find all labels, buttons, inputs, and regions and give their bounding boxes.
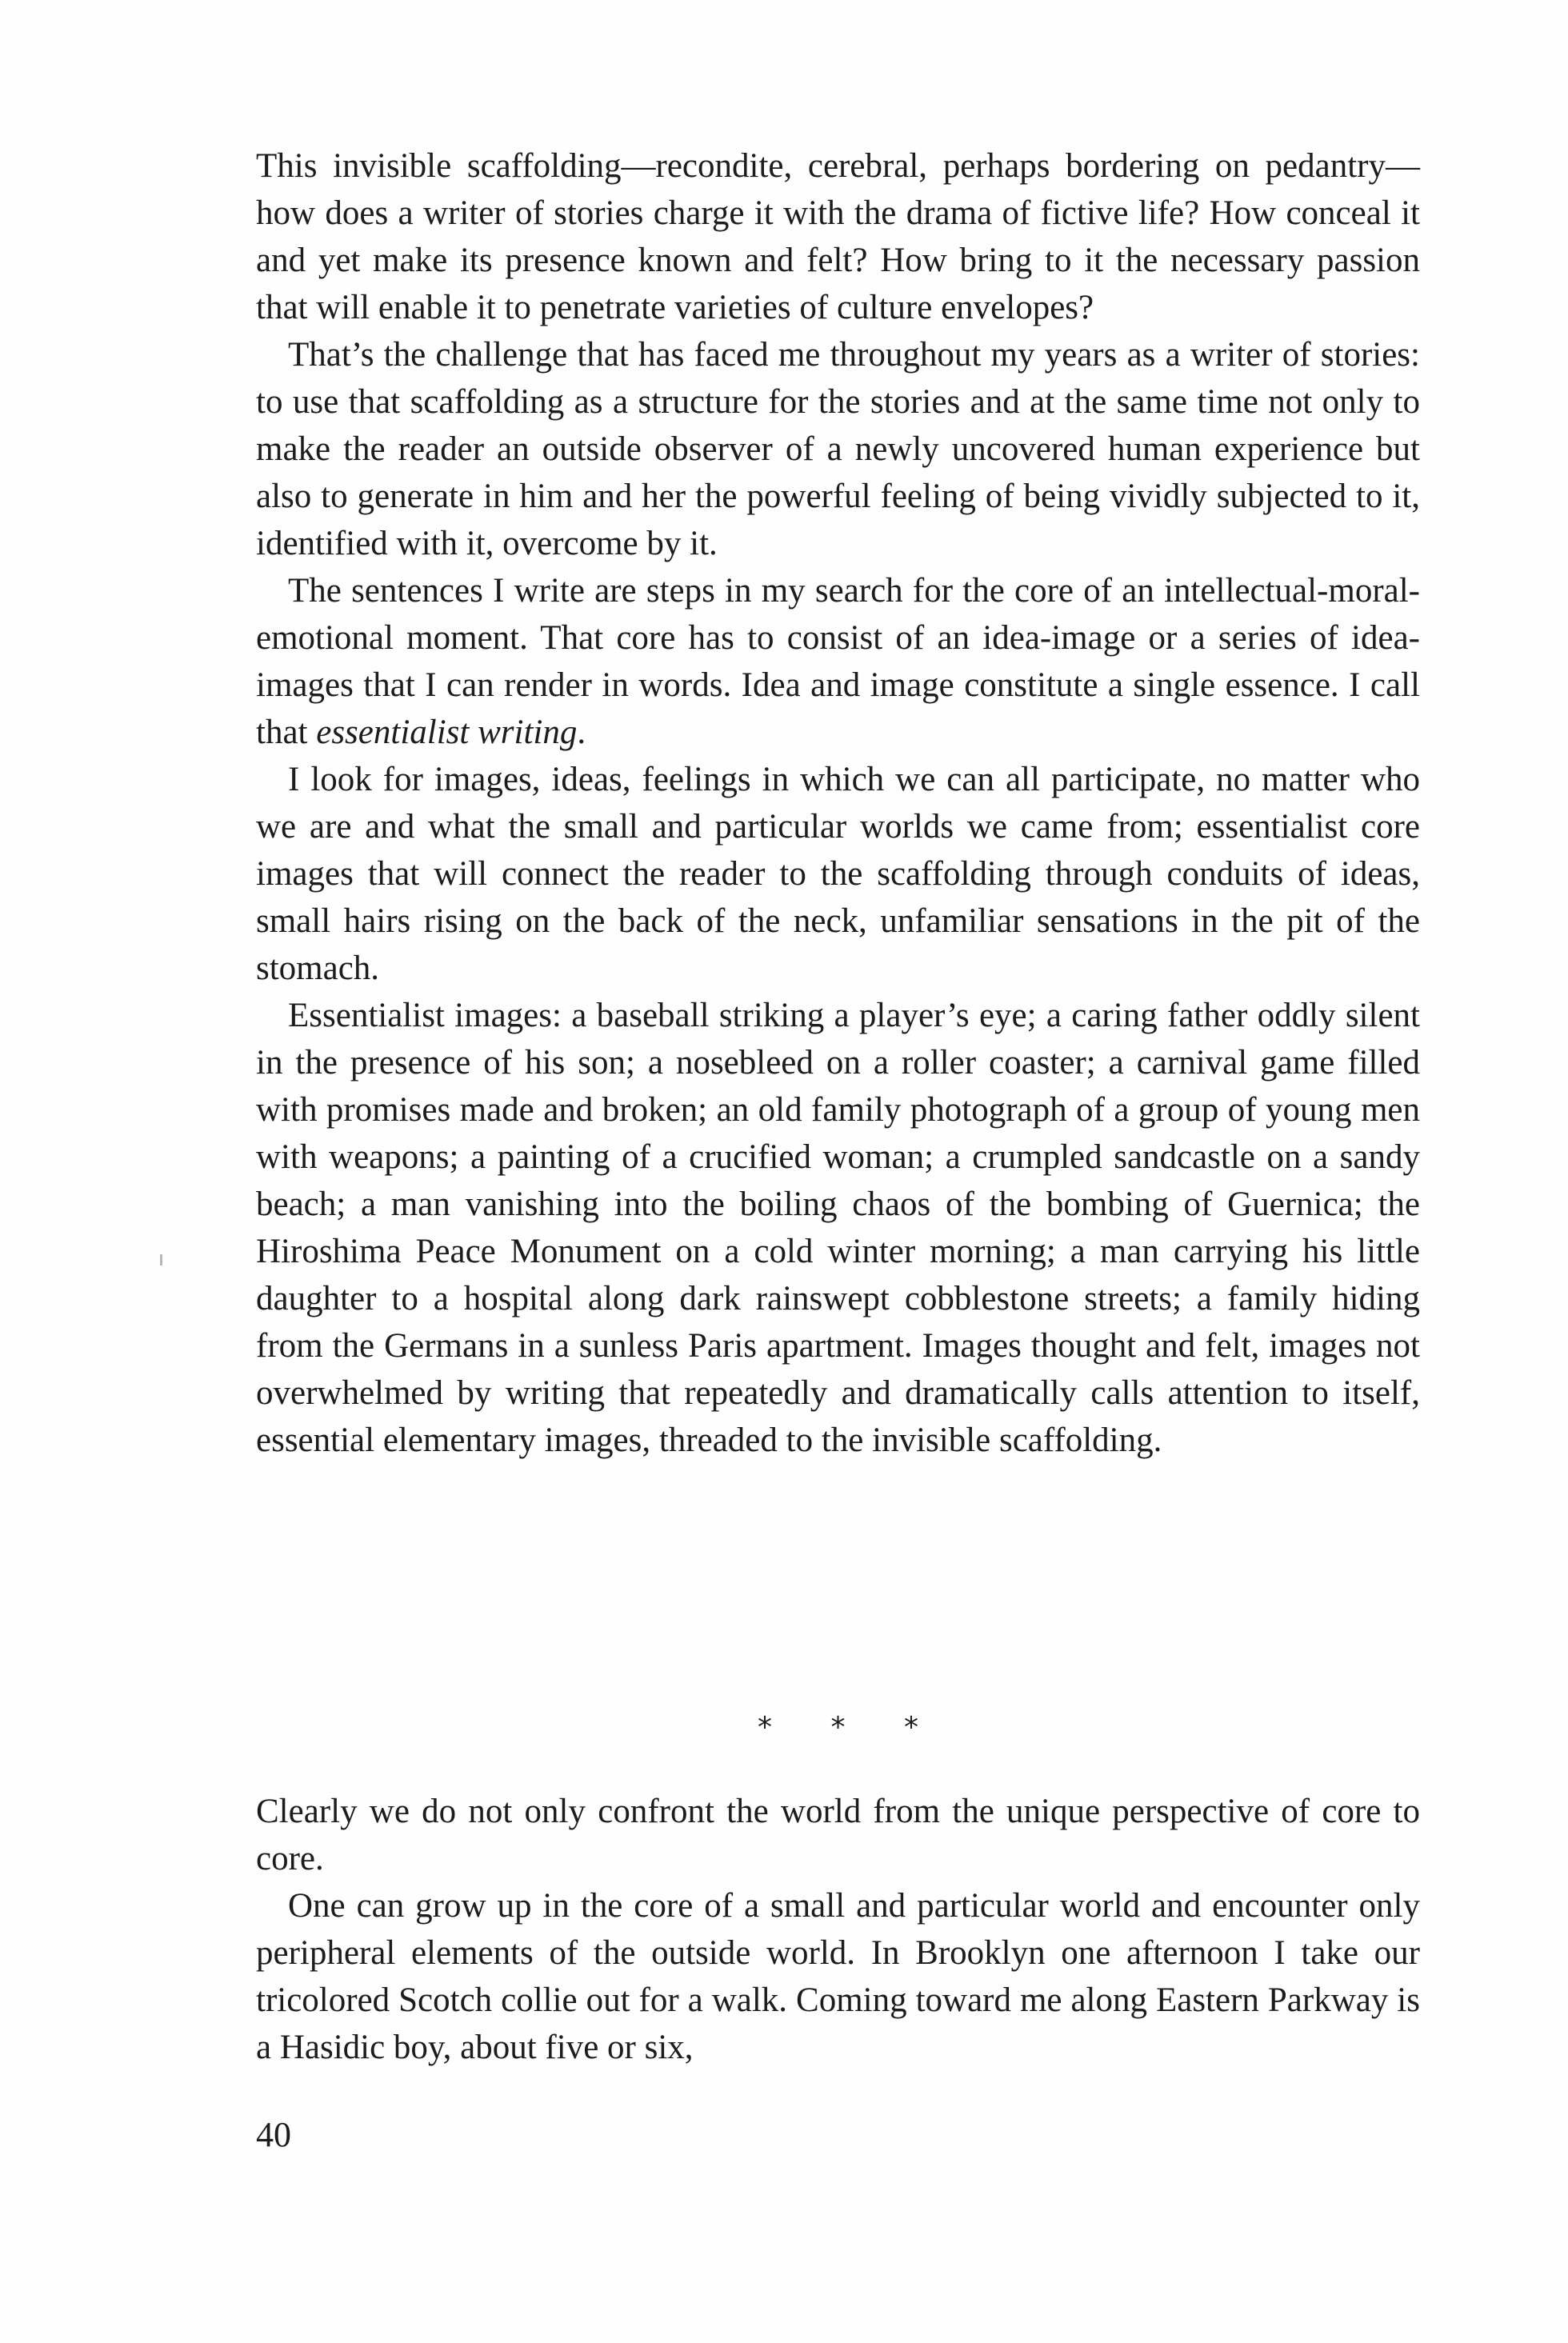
paragraph-look-for-images: I look for images, ideas, feelings in which we can all participate, no matter who we are and what the small and particular worlds we came from; essentialist core images that will connect the reader to the scaffolding through conduits of ideas, small hairs rising on the back of the neck, unfamiliar sensations in the pit of the stomach. xyxy=(256,761,1420,987)
body-text-section-two xyxy=(256,1788,1420,2071)
paragraph-scaffolding: This invisible scaffolding—recondite, cerebral, perhaps bordering on pedantry—how does a writer of stories charge it with the drama of fictive life? How conceal it and yet make its presence known and felt? How bring to it the necessary passion that will enable it to penetrate varieties of culture envelopes? xyxy=(256,147,1420,326)
asterisk-mark: * xyxy=(758,1711,773,1744)
page-number: 40 xyxy=(256,2115,291,2154)
emphasis-essentialist-writing: essentialist writing xyxy=(316,714,578,751)
body-text-section-one xyxy=(256,142,1420,1464)
paragraph-essentialist-writing xyxy=(256,567,1420,756)
paragraph-brooklyn-walk: One can grow up in the core of a small and particular world and encounter only peripheral elements of the outside world. In Brooklyn one afternoon I take our tricolored Scotch collie out for a walk. Coming toward me along Eastern Parkway is a Hasidic boy, about five or six, xyxy=(256,1887,1420,2066)
asterisk-mark: * xyxy=(830,1711,846,1744)
asterisk-mark: * xyxy=(903,1711,918,1744)
paragraph-essentialist-lead: The sentences I write are steps in my search for the core of an intellectual-moral-emotional moment. That core has to consist of an idea-image or a series of idea-images that I can render in words. Idea and image constitute a single essence. I call that xyxy=(256,572,1420,751)
margin-speck xyxy=(160,1254,162,1265)
paragraph-core-to-core: Clearly we do not only confront the world from the unique perspective of core to core. xyxy=(256,1793,1420,1877)
paragraph-essentialist-images: Essentialist images: a baseball striking a player’s eye; a caring father oddly silent in the presence of his son; a nosebleed on a roller coaster; a carnival game filled with promises made and broken; an old family photograph of a group of young men with weapons; a painting of a crucified woman; a crumpled sandcastle on a sandy beach; a man vanishing into the boiling chaos of the bombing of Guernica; the Hiroshima Peace Monument on a cold winter morning; a man carrying his little daughter to a hospital along dark rainswept cobblestone streets; a family hiding from the Germans in a sunless Paris apartment. Images thought and felt, images not overwhelmed by writing that repeatedly and dramatically calls attention to itself, essential elementary images, threaded to the invisible scaffolding. xyxy=(256,997,1420,1459)
section-break-asterisks xyxy=(256,1704,1420,1752)
paragraph-challenge: That’s the challenge that has faced me throughout my years as a writer of stories: to use that scaffolding as a structure for the stories and at the same time not only to make the reader an outside observer of a newly uncovered human experience but also to generate in him and her the powerful feeling of being vividly subjected to it, identified with it, overcome by it. xyxy=(256,336,1420,562)
paragraph-essentialist-tail: . xyxy=(577,714,586,751)
